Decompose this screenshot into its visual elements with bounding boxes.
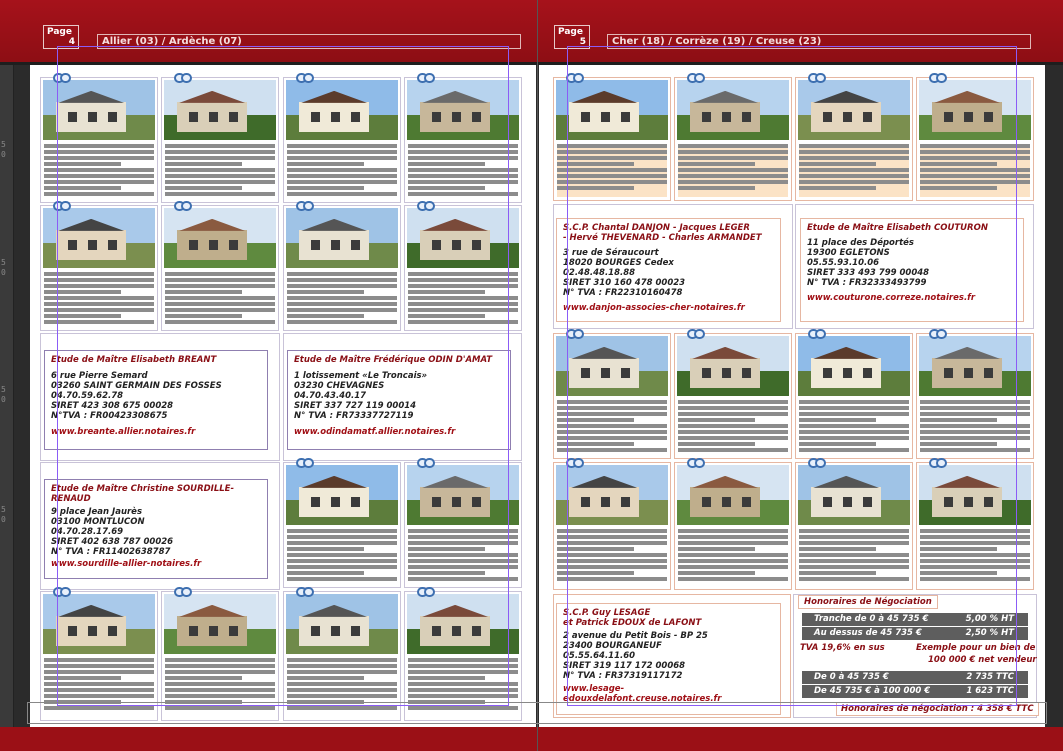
listing-card[interactable] [916,333,1034,459]
listing-card[interactable] [404,205,522,331]
listing-card[interactable] [404,462,522,588]
listing-description [408,272,518,327]
agency-box-couturon[interactable] [800,218,1024,322]
agency-name: S.C.P. Guy LESAGE [563,608,651,618]
listing-description [408,658,518,717]
agency-name: S.C.P. Chantal DANJON - Jacques LEGER [563,223,750,233]
agency-siret: SIRET 423 308 675 00028 [51,401,174,411]
agency-box-danjon[interactable] [556,218,781,322]
link-icon[interactable] [296,587,314,597]
ruler-mark: 5 [1,140,6,149]
link-icon[interactable] [53,587,71,597]
listing-description [287,658,397,717]
ruler-mark: 5 [1,505,6,514]
listing-description [44,272,154,327]
listing-photo[interactable] [407,208,519,268]
listing-description [678,529,788,586]
agency-website[interactable]: www.couturone.correze.notaires.fr [807,293,976,303]
agency-website[interactable]: www.odindamatf.allier.notaires.fr [294,427,456,437]
listing-photo[interactable] [286,80,398,140]
listing-card[interactable] [916,77,1034,201]
listing-description [165,144,275,199]
listing-description [678,144,788,197]
link-icon[interactable] [929,458,947,468]
link-icon[interactable] [566,329,584,339]
agency-tva: N°TVA : FR00423308675 [51,411,168,421]
listing-photo[interactable] [43,80,155,140]
link-icon[interactable] [417,201,435,211]
link-icon[interactable] [566,458,584,468]
listing-description [287,144,397,199]
page-label: Page [47,27,72,37]
link-icon[interactable] [296,201,314,211]
agency-name: Etude de Maître Christine SOURDILLE-RENAUD [51,484,235,504]
link-icon[interactable] [417,458,435,468]
agency-siret: SIRET 333 493 799 00048 [807,268,930,278]
fee-row: De 0 à 45 735 € 2 735 TTC [802,671,1028,684]
listing-card[interactable] [674,77,792,201]
listing-card[interactable] [916,462,1034,590]
page-number-box-right[interactable] [554,25,590,49]
listing-photo[interactable] [556,465,668,525]
agency-address: 9 place Jean Jaurès [51,507,143,517]
agency-phone: 04.70.28.17.69 [51,527,124,537]
ruler-mark: 0 [1,395,6,404]
listing-card[interactable] [161,77,279,203]
link-icon[interactable] [174,73,192,83]
link-icon[interactable] [687,458,705,468]
listing-photo[interactable] [798,336,910,396]
agency-box-sourdille[interactable] [44,479,268,579]
listing-description [165,272,275,327]
link-icon[interactable] [296,458,314,468]
listing-photo[interactable] [407,594,519,654]
agency-siret: SIRET 319 117 172 00068 [563,661,686,671]
agency-tva: N° TVA : FR73337727119 [294,411,414,421]
listing-card[interactable] [795,333,913,459]
agency-phone: 05.55.93.10.06 [807,258,880,268]
fees-tva-note: TVA 19,6% en sus [800,643,885,653]
region-title-right[interactable]: Cher (18) / Corrèze (19) / Creuse (23) [607,34,1031,49]
listing-card[interactable] [40,77,158,203]
listing-description [799,144,909,197]
listing-card[interactable] [553,462,671,590]
agency-address: 2 avenue du Petit Bois - BP 25 [563,631,708,641]
link-icon[interactable] [174,587,192,597]
agency-name-line2: - Hervé THEVENARD - Charles ARMANDET [563,233,762,243]
link-icon[interactable] [417,587,435,597]
listing-photo[interactable] [919,80,1031,140]
listing-photo[interactable] [164,80,276,140]
agency-name: Etude de Maître Frédérique ODIN D'AMAT [294,355,493,365]
agency-tva: N° TVA : FR11402638787 [51,547,171,557]
agency-city: 03230 CHEVAGNES [294,381,385,391]
listing-description [557,400,667,455]
link-icon[interactable] [417,73,435,83]
listing-photo[interactable] [677,465,789,525]
fee-row: Tranche de 0 à 45 735 € 5,00 % HT [802,613,1028,626]
link-icon[interactable] [296,73,314,83]
bottom-master-band [0,727,1063,751]
agency-city: 23400 BOURGANEUF [563,641,662,651]
agency-name: Etude de Maître Elisabeth BREANT [51,355,217,365]
listing-description [799,529,909,586]
link-icon[interactable] [687,329,705,339]
listing-card[interactable] [553,77,671,201]
ruler-vertical[interactable] [0,65,14,727]
ruler-mark: 0 [1,515,6,524]
agency-address: 3 rue de Séraucourt [563,248,659,258]
agency-city: 03100 MONTLUCON [51,517,145,527]
listing-photo[interactable] [798,80,910,140]
link-icon[interactable] [929,329,947,339]
listing-card[interactable] [404,591,522,721]
listing-description [678,400,788,455]
listing-description [920,144,1030,197]
link-icon[interactable] [808,458,826,468]
listing-card[interactable] [795,77,913,201]
agency-website[interactable]: www.sourdille-allier-notaires.fr [51,559,202,569]
listing-photo[interactable] [677,80,789,140]
agency-phone: 02.48.48.18.88 [563,268,636,278]
listing-photo[interactable] [556,80,668,140]
listing-photo[interactable] [407,465,519,525]
agency-phone: 05.55.64.11.60 [563,651,636,661]
agency-address: 11 place des Déportés [807,238,914,248]
listing-card[interactable] [283,77,401,203]
agency-website[interactable]: www.danjon-associes-cher-notaires.fr [563,303,745,313]
page-number: 5 [579,37,586,47]
listing-description [287,529,397,584]
listing-description [408,144,518,199]
listing-card[interactable] [283,462,401,588]
listing-photo[interactable] [677,336,789,396]
ruler-mark: 5 [1,258,6,267]
listing-photo[interactable] [164,208,276,268]
top-master-band [0,0,1063,62]
listing-photo[interactable] [919,465,1031,525]
listing-card[interactable] [404,77,522,203]
listing-description [287,272,397,327]
listing-photo[interactable] [919,336,1031,396]
listing-card[interactable] [674,333,792,459]
listing-card[interactable] [795,462,913,590]
link-icon[interactable] [808,73,826,83]
agency-phone: 04.70.43.40.17 [294,391,367,401]
agency-box-lesage[interactable] [556,603,781,715]
listing-description [557,144,667,197]
listing-card[interactable] [40,591,158,721]
listing-description [165,658,275,717]
page-label: Page [558,27,583,37]
agency-box-odin-damat[interactable] [287,350,511,450]
agency-tva: N° TVA : FR32333493799 [807,278,927,288]
listing-photo[interactable] [43,594,155,654]
fees-example-line1: Exemple pour un bien de [916,643,1036,653]
agency-box-breant[interactable] [44,350,268,450]
fee-row: De 45 735 € à 100 000 € 1 623 TTC [802,685,1028,698]
listing-card[interactable] [283,591,401,721]
fees-total: Honoraires de négociation : 4 358 € TTC [836,702,1039,716]
spread-spine [537,0,538,751]
link-icon[interactable] [808,329,826,339]
fees-example-line2: 100 000 € net vendeur [928,655,1037,665]
ruler-mark: 5 [1,385,6,394]
link-icon[interactable] [687,73,705,83]
ruler-mark: 0 [1,150,6,159]
agency-name-line2: et Patrick EDOUX de LAFONT [563,618,702,628]
listing-photo[interactable] [286,465,398,525]
agency-siret: SIRET 310 160 478 00023 [563,278,686,288]
agency-address: 6 rue Pierre Semard [51,371,148,381]
page-number-box-left[interactable] [43,25,79,49]
page-number: 4 [68,37,75,47]
listing-photo[interactable] [798,465,910,525]
listing-card[interactable] [283,205,401,331]
link-icon[interactable] [929,73,947,83]
agency-siret: SIRET 402 638 787 00026 [51,537,174,547]
link-icon[interactable] [566,73,584,83]
listing-description [799,400,909,455]
fee-row: Au dessus de 45 735 € 2,50 % HT [802,627,1028,640]
listing-description [557,529,667,586]
listing-card[interactable] [161,205,279,331]
listing-card[interactable] [553,333,671,459]
listing-description [920,529,1030,586]
agency-tva: N° TVA : FR37319117172 [563,671,683,681]
agency-tva: N° TVA : FR22310160478 [563,288,683,298]
listing-photo[interactable] [43,208,155,268]
link-icon[interactable] [53,201,71,211]
listing-photo[interactable] [556,336,668,396]
agency-city: 19300 EGLETONS [807,248,890,258]
listing-description [408,529,518,584]
listing-photo[interactable] [164,594,276,654]
link-icon[interactable] [53,73,71,83]
ruler-mark: 0 [1,268,6,277]
agency-city: 18020 BOURGES Cedex [563,258,674,268]
link-icon[interactable] [174,201,192,211]
listing-photo[interactable] [407,80,519,140]
listing-card[interactable] [674,462,792,590]
agency-city: 03260 SAINT GERMAIN DES FOSSES [51,381,222,391]
listing-card[interactable] [161,591,279,721]
agency-phone: 04.70.59.62.78 [51,391,124,401]
listing-card[interactable] [40,205,158,331]
agency-address: 1 lotissement «Le Troncais» [294,371,428,381]
agency-siret: SIRET 337 727 119 00014 [294,401,417,411]
listing-description [44,144,154,199]
listing-photo[interactable] [286,208,398,268]
listing-description [920,400,1030,455]
listing-photo[interactable] [286,594,398,654]
agency-website[interactable]: www.breante.allier.notaires.fr [51,427,196,437]
agency-website[interactable]: www.lesage-edouxdelafont.creuse.notaires.fr [563,684,722,704]
listing-description [44,658,154,717]
fees-title: Honoraires de Négociation [798,595,938,609]
region-title-left[interactable]: Allier (03) / Ardèche (07) [97,34,521,49]
agency-name: Etude de Maître Elisabeth COUTURON [807,223,988,233]
